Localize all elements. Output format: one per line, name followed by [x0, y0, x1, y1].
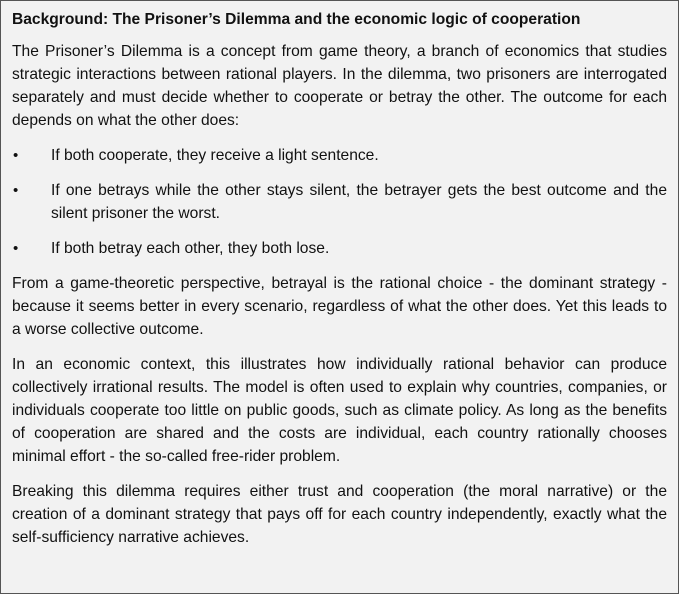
- outcome-list: [12, 144, 667, 260]
- conclusion-paragraph: Breaking this dilemma requires either trust and cooperation (the moral narrative) or the creation of a dominant strategy that pays off for each country independently, exactly what the self-sufficiency narrative achieves.: [12, 483, 667, 546]
- intro-paragraph: The Prisoner’s Dilemma is a concept from game theory, a branch of economics that studies strategic interactions between rational players. In the dilemma, two prisoners are interrogated separately and must decide whether to cooperate or betray the other. The outcome for each depends on what the other does:: [12, 43, 667, 129]
- textbox-content: [1, 1, 678, 549]
- bullet-icon: •: [13, 182, 19, 199]
- list-item: [12, 237, 667, 260]
- economic-context-paragraph: In an economic context, this illustrates how individually rational behavior can produce collectively irrational results. The model is often used to explain why countries, companies, or individuals cooperate too little on public goods, such as climate policy. As long as the benefits of cooperation are shared and the costs are individual, each country rationally chooses minimal effort - the so-called free-rider problem.: [12, 356, 667, 465]
- bullet-icon: •: [13, 240, 19, 257]
- list-item: [12, 179, 667, 225]
- bullet-icon: •: [13, 147, 19, 164]
- box-title: Background: The Prisoner’s Dilemma and the economic logic of cooperation: [12, 11, 581, 28]
- game-theory-paragraph: From a game-theoretic perspective, betrayal is the rational choice - the dominant strategy - because it seems better in every scenario, regardless of what the other does. Yet this leads to a worse collective outcome.: [12, 275, 667, 338]
- list-item-text: If both betray each other, they both lose.: [51, 240, 330, 257]
- list-item: [12, 144, 667, 167]
- list-item-text: If both cooperate, they receive a light sentence.: [51, 147, 379, 164]
- list-item-text: If one betrays while the other stays silent, the betrayer gets the best outcome and the silent prisoner the worst.: [51, 182, 667, 222]
